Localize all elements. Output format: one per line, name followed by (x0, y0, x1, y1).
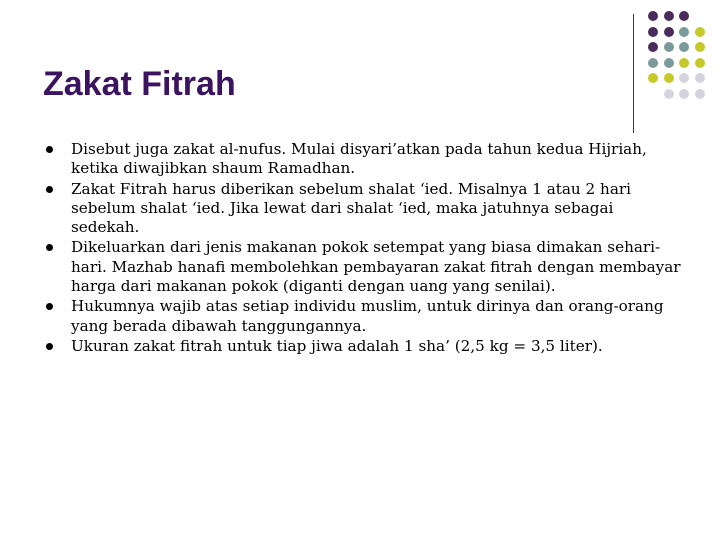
bullet-text: Hukumnya wajib atas setiap individu muslim, untuk dirinya dan orang-orang yang berada dibawah tanggungannya. (71, 297, 664, 335)
bullet-dot-icon (46, 146, 53, 153)
bullet-item (43, 140, 683, 179)
bullet-dot-icon (46, 244, 53, 251)
decorative-dot-icon (679, 42, 689, 52)
decorative-dot-grid (648, 11, 728, 121)
decorative-dot-icon (679, 89, 689, 99)
bullet-list (43, 140, 683, 357)
decorative-dot-icon (664, 27, 674, 37)
bullet-item (43, 297, 683, 336)
decorative-dot-icon (648, 27, 658, 37)
bullet-item (43, 238, 683, 296)
bullet-text: Dikeluarkan dari jenis makanan pokok setempat yang biasa dimakan sehari-hari. Mazhab hanafi membolehkan pembayaran zakat fitrah dengan membayar harga dari makanan pokok (diganti dengan uang yang senilai). (71, 238, 681, 296)
bullet-text: Ukuran zakat fitrah untuk tiap jiwa adalah 1 sha’ (2,5 kg = 3,5 liter). (71, 336, 603, 355)
decorative-dot-icon (695, 42, 705, 52)
bullet-dot-icon (46, 303, 53, 310)
decorative-dot-icon (648, 58, 658, 68)
bullet-text: Zakat Fitrah harus diberikan sebelum shalat ‘ied. Misalnya 1 atau 2 hari sebelum shalat ‘ied. Jika lewat dari shalat ‘ied, maka jatuhnya sebagai sedekah. (71, 179, 631, 237)
decorative-dot-icon (664, 89, 674, 99)
decorative-dot-icon (695, 89, 705, 99)
decorative-dot-icon (648, 42, 658, 52)
decorative-dot-icon (664, 42, 674, 52)
bullet-dot-icon (46, 186, 53, 193)
decorative-dot-icon (648, 73, 658, 83)
bullet-dot-icon (46, 343, 53, 350)
decorative-dot-icon (679, 58, 689, 68)
decorative-dot-icon (664, 11, 674, 21)
decorative-dot-icon (695, 58, 705, 68)
decorative-dot-icon (679, 73, 689, 83)
decorative-dot-icon (648, 11, 658, 21)
bullet-item (43, 337, 683, 356)
bullet-text: Disebut juga zakat al-nufus. Mulai disyari’atkan pada tahun kedua Hijriah, ketika diwajibkan shaum Ramadhan. (71, 140, 647, 178)
decorative-dot-icon (679, 27, 689, 37)
decorative-dot-icon (679, 11, 689, 21)
vertical-divider-line (633, 14, 634, 133)
bullet-item (43, 180, 683, 238)
decorative-dot-icon (664, 73, 674, 83)
decorative-dot-icon (695, 27, 705, 37)
decorative-dot-icon (664, 58, 674, 68)
slide-title: Zakat Fitrah (43, 65, 236, 103)
decorative-dot-icon (695, 73, 705, 83)
